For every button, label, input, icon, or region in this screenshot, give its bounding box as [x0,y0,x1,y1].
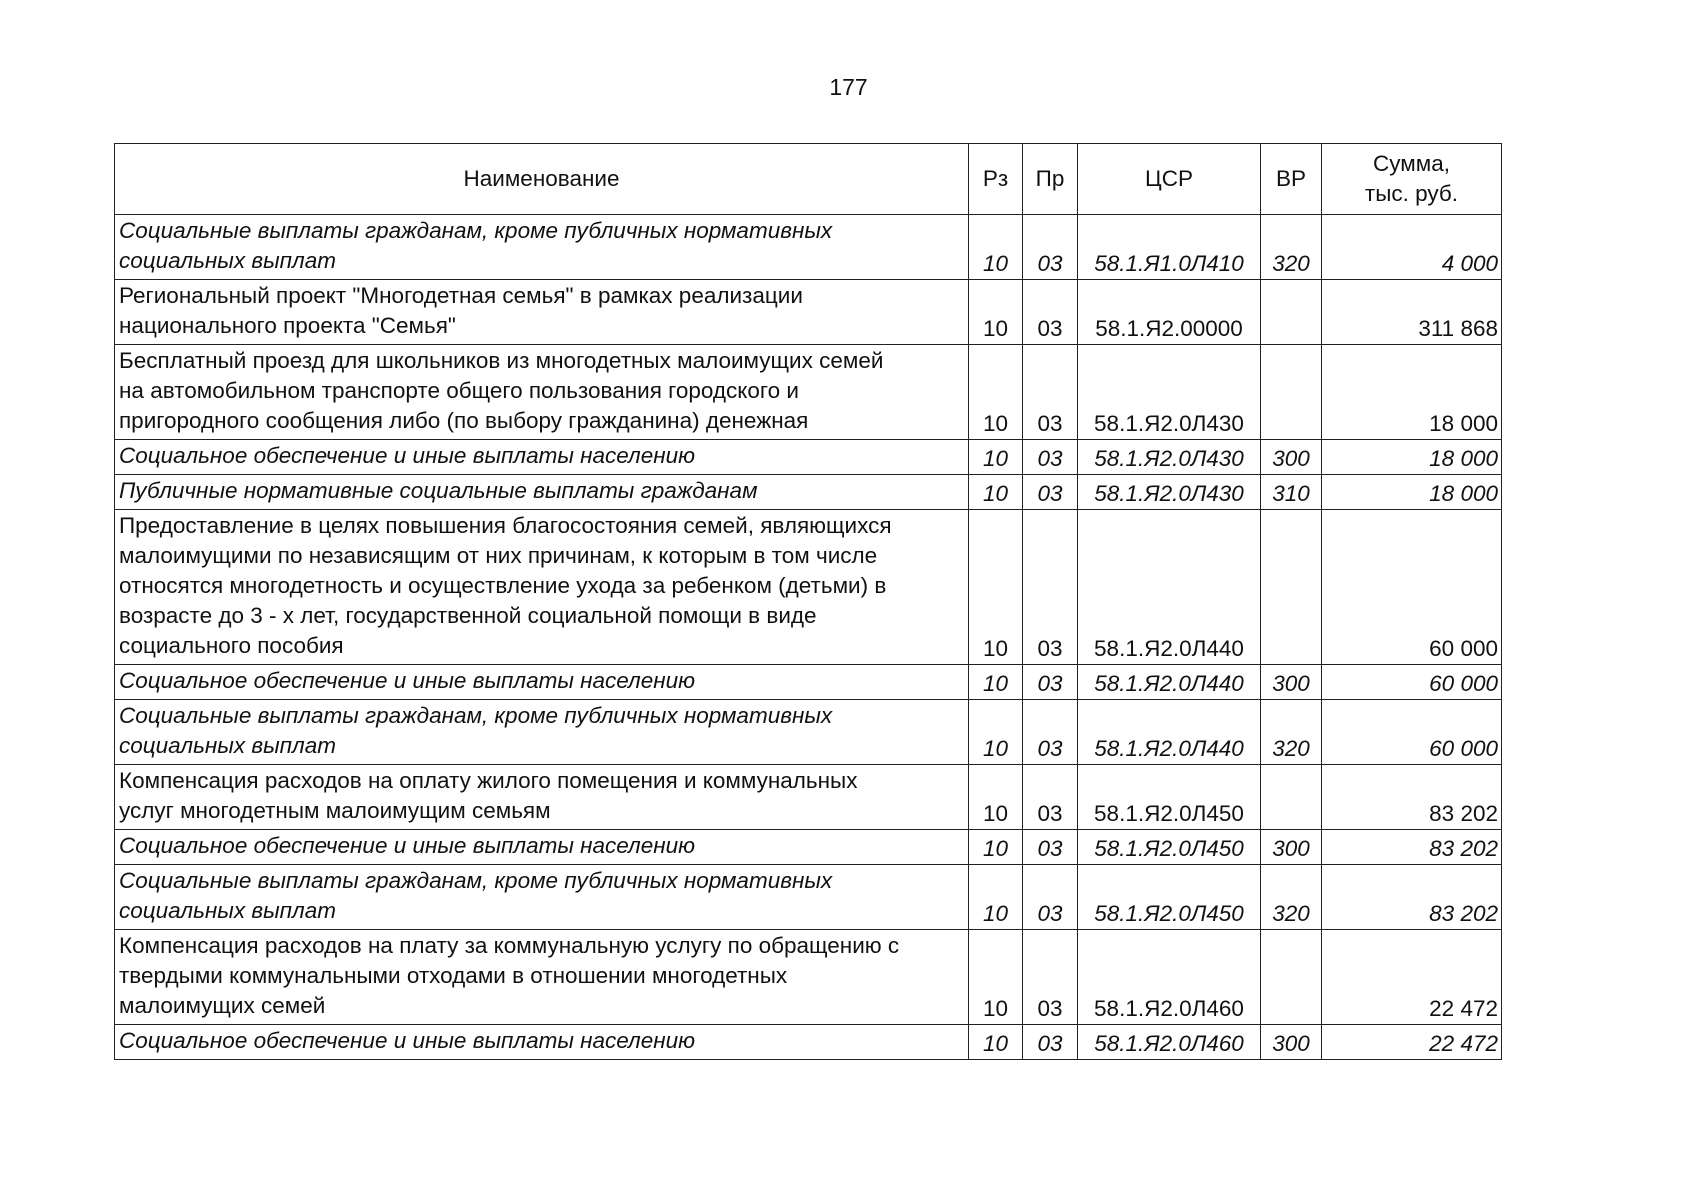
cell-vr: 310 [1261,475,1322,510]
table-row [115,440,1502,475]
cell-name: Предоставление в целях повышения благосостояния семей, являющихся малоимущими по независящим от них причинам, к которым в том числе относятся многодетность и осуществление ухода за ребенком (детьми) в возрасте до 3 - х лет, государственной социальной помощи в виде социального пособия [115,510,969,665]
cell-name: Публичные нормативные социальные выплаты гражданам [115,475,969,510]
cell-rz: 10 [969,865,1023,930]
cell-name: Региональный проект "Многодетная семья" в рамках реализации национального проекта "Семья" [115,280,969,345]
cell-vr: 300 [1261,440,1322,475]
cell-rz: 10 [969,215,1023,280]
cell-name: Компенсация расходов на оплату жилого помещения и коммунальных услуг многодетным малоимущим семьям [115,765,969,830]
table-row [115,665,1502,700]
cell-csr: 58.1.Я2.0Л450 [1078,865,1261,930]
cell-sum: 18 000 [1322,475,1502,510]
cell-rz: 10 [969,345,1023,440]
table-row [115,475,1502,510]
cell-vr: 300 [1261,665,1322,700]
cell-pr: 03 [1023,1025,1078,1060]
cell-pr: 03 [1023,665,1078,700]
budget-table [114,143,1502,1060]
cell-sum: 18 000 [1322,345,1502,440]
table-row [115,830,1502,865]
cell-name: Бесплатный проезд для школьников из многодетных малоимущих семей на автомобильном транспорте общего пользования городского и пригородного сообщения либо (по выбору гражданина) денежная [115,345,969,440]
cell-pr: 03 [1023,830,1078,865]
cell-pr: 03 [1023,865,1078,930]
cell-rz: 10 [969,440,1023,475]
cell-sum: 22 472 [1322,930,1502,1025]
cell-vr [1261,510,1322,665]
cell-csr: 58.1.Я1.0Л410 [1078,215,1261,280]
header-name: Наименование [115,144,969,215]
cell-rz: 10 [969,765,1023,830]
cell-sum: 311 868 [1322,280,1502,345]
cell-vr: 320 [1261,215,1322,280]
cell-pr: 03 [1023,700,1078,765]
cell-pr: 03 [1023,345,1078,440]
table-header-row [115,144,1502,215]
cell-csr: 58.1.Я2.0Л440 [1078,510,1261,665]
header-vr: ВР [1261,144,1322,215]
cell-name: Социальные выплаты гражданам, кроме публичных нормативных социальных выплат [115,700,969,765]
table-row [115,280,1502,345]
cell-name: Компенсация расходов на плату за коммунальную услугу по обращению с твердыми коммунальными отходами в отношении многодетных малоимущих семей [115,930,969,1025]
cell-vr [1261,930,1322,1025]
cell-rz: 10 [969,475,1023,510]
cell-sum: 83 202 [1322,830,1502,865]
cell-pr: 03 [1023,440,1078,475]
cell-rz: 10 [969,510,1023,665]
header-sum-line2: тыс. руб. [1364,181,1459,206]
cell-rz: 10 [969,665,1023,700]
table-row [115,765,1502,830]
table-body [115,215,1502,1060]
cell-rz: 10 [969,830,1023,865]
cell-rz: 10 [969,280,1023,345]
page-number: 177 [829,74,868,100]
cell-csr: 58.1.Я2.00000 [1078,280,1261,345]
cell-sum: 83 202 [1322,765,1502,830]
cell-csr: 58.1.Я2.0Л440 [1078,665,1261,700]
cell-csr: 58.1.Я2.0Л450 [1078,765,1261,830]
cell-csr: 58.1.Я2.0Л430 [1078,345,1261,440]
cell-rz: 10 [969,1025,1023,1060]
cell-vr [1261,345,1322,440]
cell-sum: 60 000 [1322,665,1502,700]
cell-vr: 300 [1261,830,1322,865]
cell-sum: 60 000 [1322,510,1502,665]
cell-csr: 58.1.Я2.0Л440 [1078,700,1261,765]
cell-rz: 10 [969,930,1023,1025]
cell-name: Социальное обеспечение и иные выплаты населению [115,1025,969,1060]
header-csr: ЦСР [1078,144,1261,215]
cell-vr: 320 [1261,700,1322,765]
cell-csr: 58.1.Я2.0Л460 [1078,1025,1261,1060]
cell-pr: 03 [1023,510,1078,665]
cell-csr: 58.1.Я2.0Л450 [1078,830,1261,865]
cell-name: Социальное обеспечение и иные выплаты населению [115,830,969,865]
table-row [115,1025,1502,1060]
cell-pr: 03 [1023,215,1078,280]
cell-sum: 4 000 [1322,215,1502,280]
cell-vr [1261,280,1322,345]
header-pr: Пр [1023,144,1078,215]
table-row [115,930,1502,1025]
cell-csr: 58.1.Я2.0Л460 [1078,930,1261,1025]
table-row [115,345,1502,440]
cell-name: Социальные выплаты гражданам, кроме публичных нормативных социальных выплат [115,215,969,280]
cell-sum: 18 000 [1322,440,1502,475]
cell-sum: 22 472 [1322,1025,1502,1060]
cell-name: Социальное обеспечение и иные выплаты населению [115,665,969,700]
cell-pr: 03 [1023,765,1078,830]
cell-sum: 60 000 [1322,700,1502,765]
cell-pr: 03 [1023,475,1078,510]
cell-rz: 10 [969,700,1023,765]
table-row [115,215,1502,280]
cell-vr: 300 [1261,1025,1322,1060]
header-sum-line1: Сумма, [1373,151,1450,176]
cell-vr [1261,765,1322,830]
cell-vr: 320 [1261,865,1322,930]
table-row [115,700,1502,765]
cell-csr: 58.1.Я2.0Л430 [1078,440,1261,475]
cell-sum: 83 202 [1322,865,1502,930]
header-sum [1322,144,1502,215]
cell-name: Социальные выплаты гражданам, кроме публичных нормативных социальных выплат [115,865,969,930]
table-row [115,865,1502,930]
cell-pr: 03 [1023,280,1078,345]
cell-pr: 03 [1023,930,1078,1025]
table-row [115,510,1502,665]
header-rz: Рз [969,144,1023,215]
cell-name: Социальное обеспечение и иные выплаты населению [115,440,969,475]
cell-csr: 58.1.Я2.0Л430 [1078,475,1261,510]
